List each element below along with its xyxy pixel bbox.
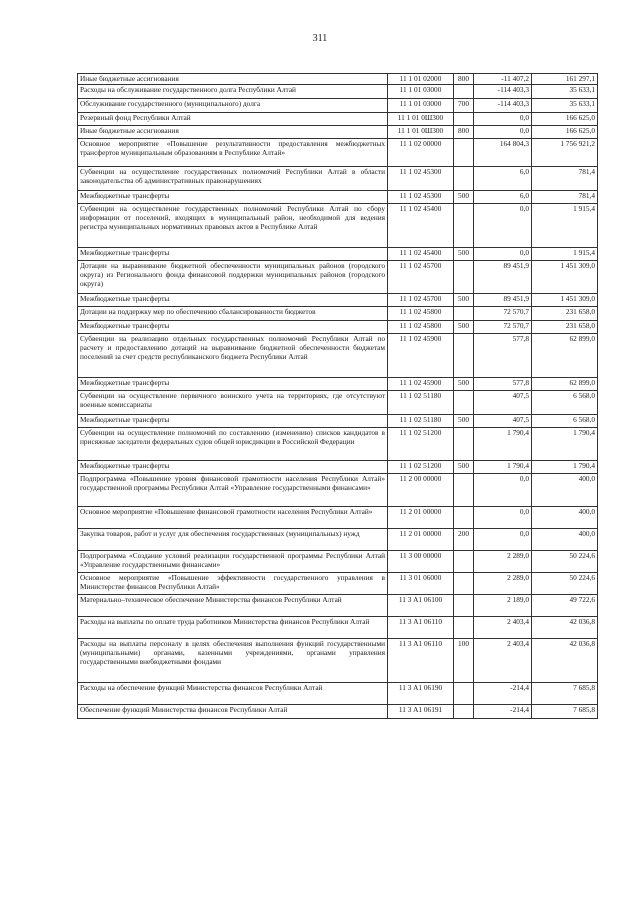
table-row (78, 294, 598, 307)
row-vr-cell: 500 (454, 294, 474, 307)
row-vr-cell (454, 85, 474, 99)
row-name-cell: Иные бюджетные ассигнования (78, 126, 388, 139)
row-change-cell: 72 570,7 (474, 321, 532, 334)
row-total-cell: 231 658,0 (532, 307, 598, 321)
row-vr-cell (454, 167, 474, 191)
row-total-cell: 7 685,8 (532, 705, 598, 719)
row-code-cell: 11 1 02 45700 (388, 294, 454, 307)
table-row (78, 191, 598, 204)
row-change-cell: -11 407,2 (474, 74, 532, 85)
row-name-cell: Основное мероприятие «Повышение результативности предоставления межбюджетных трансфертов муниципальным образованиям в Республике Алтай» (78, 139, 388, 167)
row-change-cell: -214,4 (474, 705, 532, 719)
row-name-cell: Расходы на обеспечение функций Министерства финансов Республики Алтай (78, 683, 388, 705)
row-code-cell: 11 2 01 00000 (388, 507, 454, 529)
row-total-cell: 1 790,4 (532, 428, 598, 461)
row-name-cell: Межбюджетные трансферты (78, 294, 388, 307)
row-vr-cell (454, 334, 474, 378)
row-change-cell: 0,0 (474, 474, 532, 507)
table-row (78, 307, 598, 321)
row-change-cell: 89 451,9 (474, 261, 532, 294)
row-vr-cell (454, 551, 474, 573)
row-total-cell: 42 036,8 (532, 639, 598, 683)
row-total-cell: 50 224,6 (532, 551, 598, 573)
row-change-cell: 577,8 (474, 334, 532, 378)
row-change-cell: 89 451,9 (474, 294, 532, 307)
row-vr-cell: 200 (454, 529, 474, 551)
row-code-cell: 11 1 02 00000 (388, 139, 454, 167)
row-change-cell: -114 403,3 (474, 99, 532, 113)
table-row (78, 551, 598, 573)
row-total-cell: 1 790,4 (532, 461, 598, 474)
row-change-cell: 2 403,4 (474, 639, 532, 683)
row-total-cell: 35 633,1 (532, 85, 598, 99)
row-change-cell: 6,0 (474, 191, 532, 204)
row-total-cell: 62 899,0 (532, 378, 598, 391)
row-total-cell: 50 224,6 (532, 573, 598, 595)
row-vr-cell (454, 474, 474, 507)
row-change-cell: 2 189,0 (474, 595, 532, 617)
row-code-cell: 11 1 02 45900 (388, 334, 454, 378)
row-total-cell: 1 451 309,0 (532, 261, 598, 294)
row-name-cell: Подпрограмма «Повышение уровня финансовой грамотности населения Республики Алтай» государственной программы Республики Алтай «Управление государственными финансами» (78, 474, 388, 507)
table-row (78, 321, 598, 334)
table-row (78, 113, 598, 126)
row-code-cell: 11 1 01 02000 (388, 74, 454, 85)
row-vr-cell (454, 113, 474, 126)
row-code-cell: 11 3 00 00000 (388, 551, 454, 573)
row-code-cell: 11 3 А1 06191 (388, 705, 454, 719)
row-total-cell: 6 568,0 (532, 415, 598, 428)
row-vr-cell: 500 (454, 461, 474, 474)
row-code-cell: 11 1 02 45800 (388, 307, 454, 321)
row-vr-cell: 800 (454, 126, 474, 139)
row-code-cell: 11 1 02 45700 (388, 261, 454, 294)
row-vr-cell (454, 595, 474, 617)
table-row (78, 74, 598, 85)
row-change-cell: 2 403,4 (474, 617, 532, 639)
row-code-cell: 11 3 А1 06190 (388, 683, 454, 705)
row-change-cell: 1 790,4 (474, 461, 532, 474)
row-vr-cell (454, 705, 474, 719)
row-vr-cell: 500 (454, 415, 474, 428)
row-name-cell: Основное мероприятие «Повышение финансовой грамотности населения Республики Алтай» (78, 507, 388, 529)
row-name-cell: Подпрограмма «Создание условий реализации государственной программы Республики Алтай «Управление государственными финансами» (78, 551, 388, 573)
row-change-cell: -214,4 (474, 683, 532, 705)
row-name-cell: Межбюджетные трансферты (78, 415, 388, 428)
row-total-cell: 1 915,4 (532, 248, 598, 261)
row-name-cell: Субвенции на осуществление первичного воинского учета на территориях, где отсутствуют военные комиссариаты (78, 391, 388, 415)
budget-table (77, 73, 598, 719)
table-row (78, 428, 598, 461)
row-name-cell: Субвенции на осуществление государственных полномочий Республики Алтай по сбору информации от поселений, входящих в муниципальный район, необходимой для ведения регистра муниципальных нормативных правовых актов в Республике Алтай (78, 204, 388, 248)
row-vr-cell: 500 (454, 378, 474, 391)
row-total-cell: 400,0 (532, 474, 598, 507)
row-total-cell: 62 899,0 (532, 334, 598, 378)
row-code-cell: 11 3 А1 06110 (388, 639, 454, 683)
row-total-cell: 166 625,0 (532, 126, 598, 139)
table-row (78, 415, 598, 428)
row-code-cell: 11 1 01 0Ш300 (388, 113, 454, 126)
row-name-cell: Субвенции на реализацию отдельных государственных полномочий Республики Алтай по расчету и предоставлению дотаций на выравнивание бюджетной обеспеченности бюджетам поселений за счет средств республиканского бюджета Республики Алтай (78, 334, 388, 378)
table-row (78, 126, 598, 139)
row-name-cell: Расходы на обслуживание государственного долга Республики Алтай (78, 85, 388, 99)
row-change-cell: 407,5 (474, 391, 532, 415)
row-vr-cell (454, 261, 474, 294)
table-row (78, 705, 598, 719)
row-total-cell: 781,4 (532, 167, 598, 191)
row-vr-cell: 800 (454, 74, 474, 85)
row-vr-cell (454, 428, 474, 461)
row-change-cell: 164 804,3 (474, 139, 532, 167)
row-change-cell: 0,0 (474, 126, 532, 139)
table-row (78, 378, 598, 391)
table-row (78, 204, 598, 248)
row-vr-cell: 500 (454, 191, 474, 204)
row-code-cell: 11 1 02 51200 (388, 428, 454, 461)
row-total-cell: 49 722,6 (532, 595, 598, 617)
row-name-cell: Дотации на поддержку мер по обеспечению сбалансированности бюджетов (78, 307, 388, 321)
row-change-cell: 6,0 (474, 167, 532, 191)
row-name-cell: Расходы на выплаты по оплате труда работников Министерства финансов Республики Алтай (78, 617, 388, 639)
row-code-cell: 11 1 01 0Ш300 (388, 126, 454, 139)
row-name-cell: Субвенции на осуществление полномочий по составлению (изменению) списков кандидатов в присяжные заседатели федеральных судов общей юрисдикции в Российской Федерации (78, 428, 388, 461)
row-change-cell: 577,8 (474, 378, 532, 391)
table-row (78, 529, 598, 551)
row-change-cell: 72 570,7 (474, 307, 532, 321)
page-number: 311 (312, 33, 328, 44)
row-code-cell: 11 2 00 00000 (388, 474, 454, 507)
row-code-cell: 11 1 01 03000 (388, 99, 454, 113)
row-vr-cell: 500 (454, 248, 474, 261)
row-total-cell: 400,0 (532, 507, 598, 529)
table-row (78, 573, 598, 595)
row-code-cell: 11 1 02 45300 (388, 191, 454, 204)
row-name-cell: Межбюджетные трансферты (78, 461, 388, 474)
table-row (78, 461, 598, 474)
row-code-cell: 11 3 А1 06100 (388, 595, 454, 617)
row-name-cell: Межбюджетные трансферты (78, 378, 388, 391)
row-name-cell: Межбюджетные трансферты (78, 248, 388, 261)
row-code-cell: 11 1 02 45900 (388, 378, 454, 391)
table-row (78, 248, 598, 261)
row-name-cell: Обеспечение функций Министерства финансов Республики Алтай (78, 705, 388, 719)
row-change-cell: 2 289,0 (474, 573, 532, 595)
row-vr-cell (454, 573, 474, 595)
row-name-cell: Основное мероприятие «Повышение эффективности государственного управления в Министерстве финансов Республики Алтай» (78, 573, 388, 595)
row-total-cell: 6 568,0 (532, 391, 598, 415)
table-row (78, 85, 598, 99)
row-vr-cell (454, 391, 474, 415)
row-vr-cell (454, 617, 474, 639)
row-vr-cell (454, 204, 474, 248)
row-code-cell: 11 1 02 51180 (388, 415, 454, 428)
row-name-cell: Субвенции на осуществление государственных полномочий Республики Алтай в области законодательства об административных правонарушениях (78, 167, 388, 191)
row-name-cell: Межбюджетные трансферты (78, 191, 388, 204)
row-code-cell: 11 1 02 45300 (388, 167, 454, 191)
table-row (78, 261, 598, 294)
row-vr-cell: 500 (454, 321, 474, 334)
row-total-cell: 400,0 (532, 529, 598, 551)
row-code-cell: 11 1 01 03000 (388, 85, 454, 99)
table-row (78, 595, 598, 617)
row-code-cell: 11 3 01 06000 (388, 573, 454, 595)
row-name-cell: Обслуживание государственного (муниципального) долга (78, 99, 388, 113)
row-code-cell: 11 2 01 00000 (388, 529, 454, 551)
row-total-cell: 781,4 (532, 191, 598, 204)
row-change-cell: -114 403,3 (474, 85, 532, 99)
row-code-cell: 11 1 02 51200 (388, 461, 454, 474)
table-row (78, 617, 598, 639)
row-code-cell: 11 1 02 45800 (388, 321, 454, 334)
table-row (78, 639, 598, 683)
row-change-cell: 0,0 (474, 113, 532, 126)
row-name-cell: Резервный фонд Республики Алтай (78, 113, 388, 126)
row-total-cell: 35 633,1 (532, 99, 598, 113)
table-row (78, 474, 598, 507)
row-name-cell: Иные бюджетные ассигнования (78, 74, 388, 85)
row-total-cell: 7 685,8 (532, 683, 598, 705)
table-row (78, 391, 598, 415)
row-name-cell: Материально–техническое обеспечение Министерства финансов Республики Алтай (78, 595, 388, 617)
row-change-cell: 2 289,0 (474, 551, 532, 573)
row-vr-cell (454, 683, 474, 705)
row-total-cell: 1 915,4 (532, 204, 598, 248)
row-vr-cell (454, 507, 474, 529)
row-code-cell: 11 1 02 45400 (388, 248, 454, 261)
table-row (78, 683, 598, 705)
row-name-cell: Закупка товаров, работ и услуг для обеспечения государственных (муниципальных) нужд (78, 529, 388, 551)
table-row (78, 99, 598, 113)
row-total-cell: 42 036,8 (532, 617, 598, 639)
row-vr-cell (454, 307, 474, 321)
row-change-cell: 0,0 (474, 248, 532, 261)
row-name-cell: Дотации на выравнивание бюджетной обеспеченности муниципальных районов (городского округа) из Регионального фонда финансовой поддержки муниципальных районов (городского округа) (78, 261, 388, 294)
row-vr-cell: 100 (454, 639, 474, 683)
row-change-cell: 0,0 (474, 204, 532, 248)
row-total-cell: 1 451 309,0 (532, 294, 598, 307)
row-total-cell: 166 625,0 (532, 113, 598, 126)
row-change-cell: 0,0 (474, 507, 532, 529)
table-row (78, 334, 598, 378)
row-name-cell: Расходы на выплаты персоналу в целях обеспечения выполнения функций государственными (муниципальными) органами, казенными учреждениями, органами управления государственными внебюджетными фондами (78, 639, 388, 683)
row-total-cell: 1 756 921,2 (532, 139, 598, 167)
row-name-cell: Межбюджетные трансферты (78, 321, 388, 334)
table-row (78, 167, 598, 191)
table-row (78, 507, 598, 529)
row-change-cell: 1 790,4 (474, 428, 532, 461)
table-row (78, 139, 598, 167)
row-code-cell: 11 1 02 51180 (388, 391, 454, 415)
row-change-cell: 407,5 (474, 415, 532, 428)
row-vr-cell: 700 (454, 99, 474, 113)
row-total-cell: 161 297,1 (532, 74, 598, 85)
row-vr-cell (454, 139, 474, 167)
row-code-cell: 11 3 А1 06110 (388, 617, 454, 639)
row-change-cell: 0,0 (474, 529, 532, 551)
row-total-cell: 231 658,0 (532, 321, 598, 334)
row-code-cell: 11 1 02 45400 (388, 204, 454, 248)
